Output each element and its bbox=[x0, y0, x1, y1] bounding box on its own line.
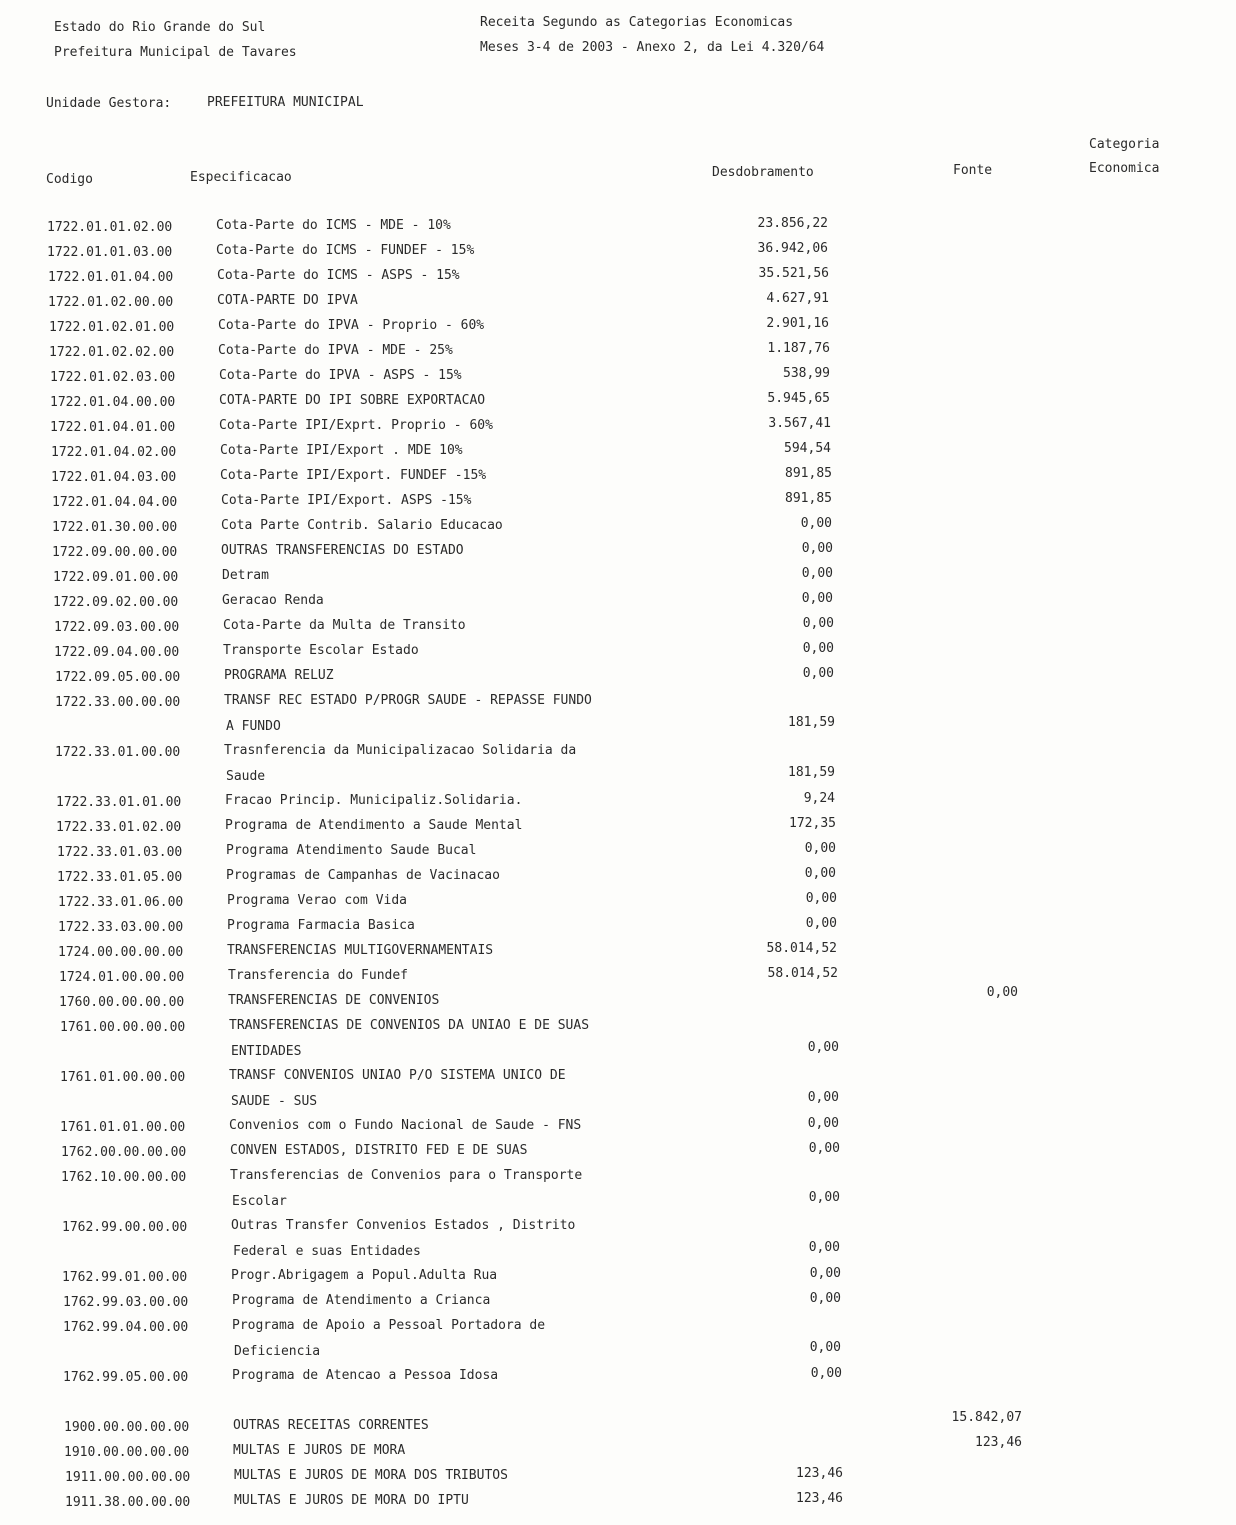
row-code: 1722.33.03.00.00 bbox=[58, 920, 184, 935]
row-specification-continued: A FUNDO bbox=[226, 719, 281, 734]
row-code: 1722.01.04.01.00 bbox=[50, 420, 176, 435]
row-specification: TRANSFERENCIAS DE CONVENIOS DA UNIAO E DE SUAS bbox=[229, 1018, 590, 1033]
row-code: 1724.00.00.00.00 bbox=[58, 945, 184, 960]
report-title: Receita Segundo as Categorias Economicas bbox=[480, 15, 794, 30]
row-specification: Cota-Parte do ICMS - MDE - 10% bbox=[216, 218, 451, 233]
table-row bbox=[0, 266, 1236, 290]
table-row bbox=[0, 1466, 1236, 1490]
row-desdobramento-value: 0,00 bbox=[802, 666, 834, 681]
row-code: 1724.01.00.00.00 bbox=[59, 970, 185, 985]
row-specification: Progr.Abrigagem a Popul.Adulta Rua bbox=[231, 1268, 498, 1283]
row-code: 1760.00.00.00.00 bbox=[59, 995, 185, 1010]
row-specification: Cota-Parte do ICMS - FUNDEF - 15% bbox=[216, 243, 475, 258]
table-row bbox=[0, 291, 1236, 315]
table-row bbox=[0, 241, 1236, 265]
row-specification: Programa de Atendimento a Saude Mental bbox=[225, 818, 523, 833]
table-row bbox=[0, 1168, 1236, 1209]
municipality-name: Prefeitura Municipal de Tavares bbox=[54, 45, 297, 60]
row-desdobramento-value: 36.942,06 bbox=[757, 241, 828, 256]
table-row bbox=[0, 941, 1236, 965]
row-code: 1722.01.02.01.00 bbox=[49, 320, 175, 335]
row-specification: MULTAS E JUROS DE MORA DO IPTU bbox=[234, 1493, 469, 1508]
table-row bbox=[0, 1068, 1236, 1109]
row-specification: OUTRAS TRANSFERENCIAS DO ESTADO bbox=[221, 543, 464, 558]
row-desdobramento-value: 181,59 bbox=[788, 765, 835, 780]
row-desdobramento-value: 0,00 bbox=[807, 1040, 839, 1055]
row-code: 1762.10.00.00.00 bbox=[61, 1170, 187, 1185]
row-specification: Cota-Parte IPI/Export. FUNDEF -15% bbox=[220, 468, 487, 483]
row-desdobramento-value: 2.901,16 bbox=[766, 316, 829, 331]
row-specification: Cota-Parte do IPVA - ASPS - 15% bbox=[219, 368, 462, 383]
row-desdobramento-value: 0,00 bbox=[801, 541, 833, 556]
row-desdobramento-value: 0,00 bbox=[805, 891, 837, 906]
row-desdobramento-value: 0,00 bbox=[804, 841, 836, 856]
row-desdobramento-value: 0,00 bbox=[809, 1340, 841, 1355]
row-desdobramento-value: 0,00 bbox=[809, 1291, 841, 1306]
row-specification: TRANSFERENCIAS MULTIGOVERNAMENTAIS bbox=[227, 943, 494, 958]
table-row bbox=[0, 1266, 1236, 1290]
row-desdobramento-value: 0,00 bbox=[807, 1090, 839, 1105]
row-desdobramento-value: 23.856,22 bbox=[757, 216, 828, 231]
row-desdobramento-value: 0,00 bbox=[807, 1116, 839, 1131]
row-desdobramento-value: 9,24 bbox=[803, 791, 835, 806]
table-row bbox=[0, 966, 1236, 990]
table-row bbox=[0, 1366, 1236, 1390]
row-specification: Cota-Parte do IPVA - Proprio - 60% bbox=[218, 318, 485, 333]
row-desdobramento-value: 4.627,91 bbox=[766, 291, 829, 306]
row-code: 1722.01.04.00.00 bbox=[50, 395, 176, 410]
row-desdobramento-value: 891,85 bbox=[785, 491, 832, 506]
row-specification: MULTAS E JUROS DE MORA DOS TRIBUTOS bbox=[234, 1468, 508, 1483]
row-specification: PROGRAMA RELUZ bbox=[224, 668, 334, 683]
row-specification: Cota-Parte IPI/Export . MDE 10% bbox=[220, 443, 463, 458]
row-code: 1762.99.03.00.00 bbox=[63, 1295, 189, 1310]
row-code: 1910.00.00.00.00 bbox=[64, 1445, 190, 1460]
row-specification: Cota-Parte IPI/Exprt. Proprio - 60% bbox=[219, 418, 493, 433]
row-specification: Programa Farmacia Basica bbox=[227, 918, 415, 933]
row-desdobramento-value: 35.521,56 bbox=[758, 266, 829, 281]
table-row bbox=[0, 216, 1236, 240]
row-specification: Geracao Renda bbox=[222, 593, 324, 608]
row-desdobramento-value: 594,54 bbox=[784, 441, 831, 456]
table-row bbox=[0, 666, 1236, 690]
row-specification-continued: Escolar bbox=[232, 1194, 287, 1209]
row-code: 1722.09.01.00.00 bbox=[53, 570, 179, 585]
table-row bbox=[0, 591, 1236, 615]
table-row bbox=[0, 316, 1236, 340]
table-row bbox=[0, 391, 1236, 415]
column-header-economica: Economica bbox=[1089, 161, 1160, 176]
table-row bbox=[0, 816, 1236, 840]
row-specification: Programa de Atencao a Pessoa Idosa bbox=[232, 1368, 499, 1383]
state-name: Estado do Rio Grande do Sul bbox=[54, 20, 266, 35]
row-code: 1762.99.04.00.00 bbox=[63, 1320, 189, 1335]
table-row bbox=[0, 491, 1236, 515]
row-desdobramento-value: 0,00 bbox=[804, 866, 836, 881]
column-header-codigo: Codigo bbox=[46, 172, 93, 187]
row-desdobramento-value: 0,00 bbox=[809, 1266, 841, 1281]
row-code: 1722.01.04.03.00 bbox=[51, 470, 177, 485]
row-desdobramento-value: 0,00 bbox=[808, 1240, 840, 1255]
row-code: 1762.99.00.00.00 bbox=[62, 1220, 188, 1235]
row-code: 1761.01.00.00.00 bbox=[60, 1070, 186, 1085]
table-row bbox=[0, 1318, 1236, 1359]
row-code: 1722.09.00.00.00 bbox=[52, 545, 178, 560]
table-row bbox=[0, 616, 1236, 640]
row-code: 1722.01.02.02.00 bbox=[49, 345, 175, 360]
row-specification: Cota-Parte IPI/Export. ASPS -15% bbox=[221, 493, 472, 508]
row-desdobramento-value: 172,35 bbox=[789, 816, 836, 831]
row-specification: Programas de Campanhas de Vacinacao bbox=[226, 868, 500, 883]
table-row bbox=[0, 366, 1236, 390]
row-code: 1761.01.01.00.00 bbox=[60, 1120, 186, 1135]
table-row bbox=[0, 1218, 1236, 1259]
table-row bbox=[0, 441, 1236, 465]
row-code: 1761.00.00.00.00 bbox=[60, 1020, 186, 1035]
row-code: 1911.00.00.00.00 bbox=[65, 1470, 191, 1485]
row-specification: COTA-PARTE DO IPVA bbox=[217, 293, 358, 308]
table-row bbox=[0, 341, 1236, 365]
row-code: 1722.01.04.04.00 bbox=[52, 495, 178, 510]
row-code: 1722.01.01.02.00 bbox=[47, 220, 173, 235]
row-code: 1722.01.30.00.00 bbox=[52, 520, 178, 535]
table-row bbox=[0, 1491, 1236, 1515]
row-desdobramento-value: 0,00 bbox=[808, 1190, 840, 1205]
table-row bbox=[0, 693, 1236, 734]
table-row bbox=[0, 1116, 1236, 1140]
table-row bbox=[0, 1141, 1236, 1165]
table-row bbox=[0, 541, 1236, 565]
row-specification: TRANSF REC ESTADO P/PROGR SAUDE - REPASSE FUNDO bbox=[224, 693, 592, 708]
column-header-especificacao: Especificacao bbox=[190, 170, 292, 185]
table-row bbox=[0, 466, 1236, 490]
row-specification: Programa Verao com Vida bbox=[227, 893, 408, 908]
row-specification: TRANSF CONVENIOS UNIAO P/O SISTEMA UNICO DE bbox=[229, 1068, 566, 1083]
row-desdobramento-value: 0,00 bbox=[810, 1366, 842, 1381]
row-desdobramento-value: 5.945,65 bbox=[767, 391, 830, 406]
row-desdobramento-value: 0,00 bbox=[801, 591, 833, 606]
row-code: 1911.38.00.00.00 bbox=[65, 1495, 191, 1510]
row-code: 1722.01.02.03.00 bbox=[50, 370, 176, 385]
row-specification: Trasnferencia da Municipalizacao Solidaria da bbox=[224, 743, 577, 758]
row-specification: CONVEN ESTADOS, DISTRITO FED E DE SUAS bbox=[230, 1143, 528, 1158]
row-code: 1722.33.01.03.00 bbox=[57, 845, 183, 860]
table-row bbox=[0, 641, 1236, 665]
row-specification-continued: Saude bbox=[226, 769, 266, 784]
row-desdobramento-value: 891,85 bbox=[785, 466, 832, 481]
row-desdobramento-value: 3.567,41 bbox=[768, 416, 831, 431]
table-row bbox=[0, 866, 1236, 890]
row-specification: Detram bbox=[222, 568, 269, 583]
table-row bbox=[0, 791, 1236, 815]
row-desdobramento-value: 58.014,52 bbox=[767, 966, 838, 981]
table-row bbox=[0, 841, 1236, 865]
unidade-gestora-value: PREFEITURA MUNICIPAL bbox=[207, 95, 364, 110]
row-code: 1722.33.01.05.00 bbox=[57, 870, 183, 885]
table-row bbox=[0, 916, 1236, 940]
row-specification: COTA-PARTE DO IPI SOBRE EXPORTACAO bbox=[219, 393, 486, 408]
row-desdobramento-value: 0,00 bbox=[800, 516, 832, 531]
row-code: 1722.33.01.02.00 bbox=[56, 820, 182, 835]
row-code: 1722.01.01.04.00 bbox=[48, 270, 174, 285]
table-row bbox=[0, 1018, 1236, 1059]
row-specification: Programa de Apoio a Pessoal Portadora de bbox=[232, 1318, 546, 1333]
row-specification: Convenios com o Fundo Nacional de Saude - FNS bbox=[229, 1118, 582, 1133]
row-specification: TRANSFERENCIAS DE CONVENIOS bbox=[228, 993, 440, 1008]
table-row bbox=[0, 1291, 1236, 1315]
row-code: 1722.33.01.00.00 bbox=[55, 745, 181, 760]
row-code: 1722.33.01.06.00 bbox=[58, 895, 184, 910]
column-header-fonte: Fonte bbox=[953, 163, 993, 178]
row-desdobramento-value: 1.187,76 bbox=[767, 341, 830, 356]
row-desdobramento-value: 0,00 bbox=[802, 616, 834, 631]
row-code: 1722.09.04.00.00 bbox=[54, 645, 180, 660]
table-row bbox=[0, 1435, 1236, 1465]
row-code: 1722.09.02.00.00 bbox=[53, 595, 179, 610]
row-desdobramento-value: 123,46 bbox=[796, 1491, 843, 1506]
unidade-gestora-label: Unidade Gestora: bbox=[46, 96, 172, 111]
table-row bbox=[0, 891, 1236, 915]
report-period: Meses 3-4 de 2003 - Anexo 2, da Lei 4.320/64 bbox=[480, 40, 825, 55]
row-specification: Cota-Parte do ICMS - ASPS - 15% bbox=[217, 268, 460, 283]
row-specification: Cota-Parte da Multa de Transito bbox=[223, 618, 466, 633]
row-code: 1762.99.05.00.00 bbox=[63, 1370, 189, 1385]
row-code: 1722.01.01.03.00 bbox=[47, 245, 173, 260]
row-code: 1722.01.02.00.00 bbox=[48, 295, 174, 310]
row-specification: Outras Transfer Convenios Estados , Distrito bbox=[231, 1218, 576, 1233]
row-specification: Transferencia do Fundef bbox=[228, 968, 409, 983]
row-specification-continued: Deficiencia bbox=[234, 1344, 321, 1359]
row-code: 1762.99.01.00.00 bbox=[62, 1270, 188, 1285]
row-desdobramento-value: 0,00 bbox=[805, 916, 837, 931]
table-row bbox=[0, 516, 1236, 540]
row-specification: OUTRAS RECEITAS CORRENTES bbox=[233, 1418, 429, 1433]
row-specification: Cota-Parte do IPVA - MDE - 25% bbox=[218, 343, 453, 358]
row-code: 1722.33.00.00.00 bbox=[55, 695, 181, 710]
row-desdobramento-value: 0,00 bbox=[808, 1141, 840, 1156]
row-code: 1900.00.00.00.00 bbox=[64, 1420, 190, 1435]
row-desdobramento-value: 538,99 bbox=[783, 366, 830, 381]
row-code: 1762.00.00.00.00 bbox=[61, 1145, 187, 1160]
column-header-desdobramento: Desdobramento bbox=[712, 165, 814, 180]
row-fonte-value: 0,00 bbox=[986, 985, 1018, 1000]
table-row bbox=[0, 416, 1236, 440]
table-row bbox=[0, 1410, 1236, 1440]
row-specification: Programa Atendimento Saude Bucal bbox=[226, 843, 477, 858]
row-specification: Cota Parte Contrib. Salario Educacao bbox=[221, 518, 503, 533]
table-row bbox=[0, 566, 1236, 590]
row-specification: Programa de Atendimento a Crianca bbox=[232, 1293, 491, 1308]
row-code: 1722.09.03.00.00 bbox=[54, 620, 180, 635]
row-code: 1722.09.05.00.00 bbox=[55, 670, 181, 685]
table-row bbox=[0, 985, 1236, 1015]
row-code: 1722.01.04.02.00 bbox=[51, 445, 177, 460]
row-specification: MULTAS E JUROS DE MORA bbox=[233, 1443, 406, 1458]
row-desdobramento-value: 0,00 bbox=[802, 641, 834, 656]
row-desdobramento-value: 58.014,52 bbox=[766, 941, 837, 956]
row-desdobramento-value: 123,46 bbox=[796, 1466, 843, 1481]
row-specification-continued: Federal e suas Entidades bbox=[233, 1244, 421, 1259]
row-specification-continued: SAUDE - SUS bbox=[231, 1094, 318, 1109]
table-row bbox=[0, 743, 1236, 784]
row-fonte-value: 15.842,07 bbox=[951, 1410, 1022, 1425]
row-fonte-value: 123,46 bbox=[975, 1435, 1022, 1450]
column-header-categoria: Categoria bbox=[1089, 137, 1160, 152]
row-desdobramento-value: 0,00 bbox=[801, 566, 833, 581]
row-specification: Transferencias de Convenios para o Transporte bbox=[230, 1168, 583, 1183]
row-code: 1722.33.01.01.00 bbox=[56, 795, 182, 810]
row-specification: Transporte Escolar Estado bbox=[223, 643, 419, 658]
row-specification-continued: ENTIDADES bbox=[231, 1044, 302, 1059]
row-desdobramento-value: 181,59 bbox=[788, 715, 835, 730]
row-specification: Fracao Princip. Municipaliz.Solidaria. bbox=[225, 793, 523, 808]
